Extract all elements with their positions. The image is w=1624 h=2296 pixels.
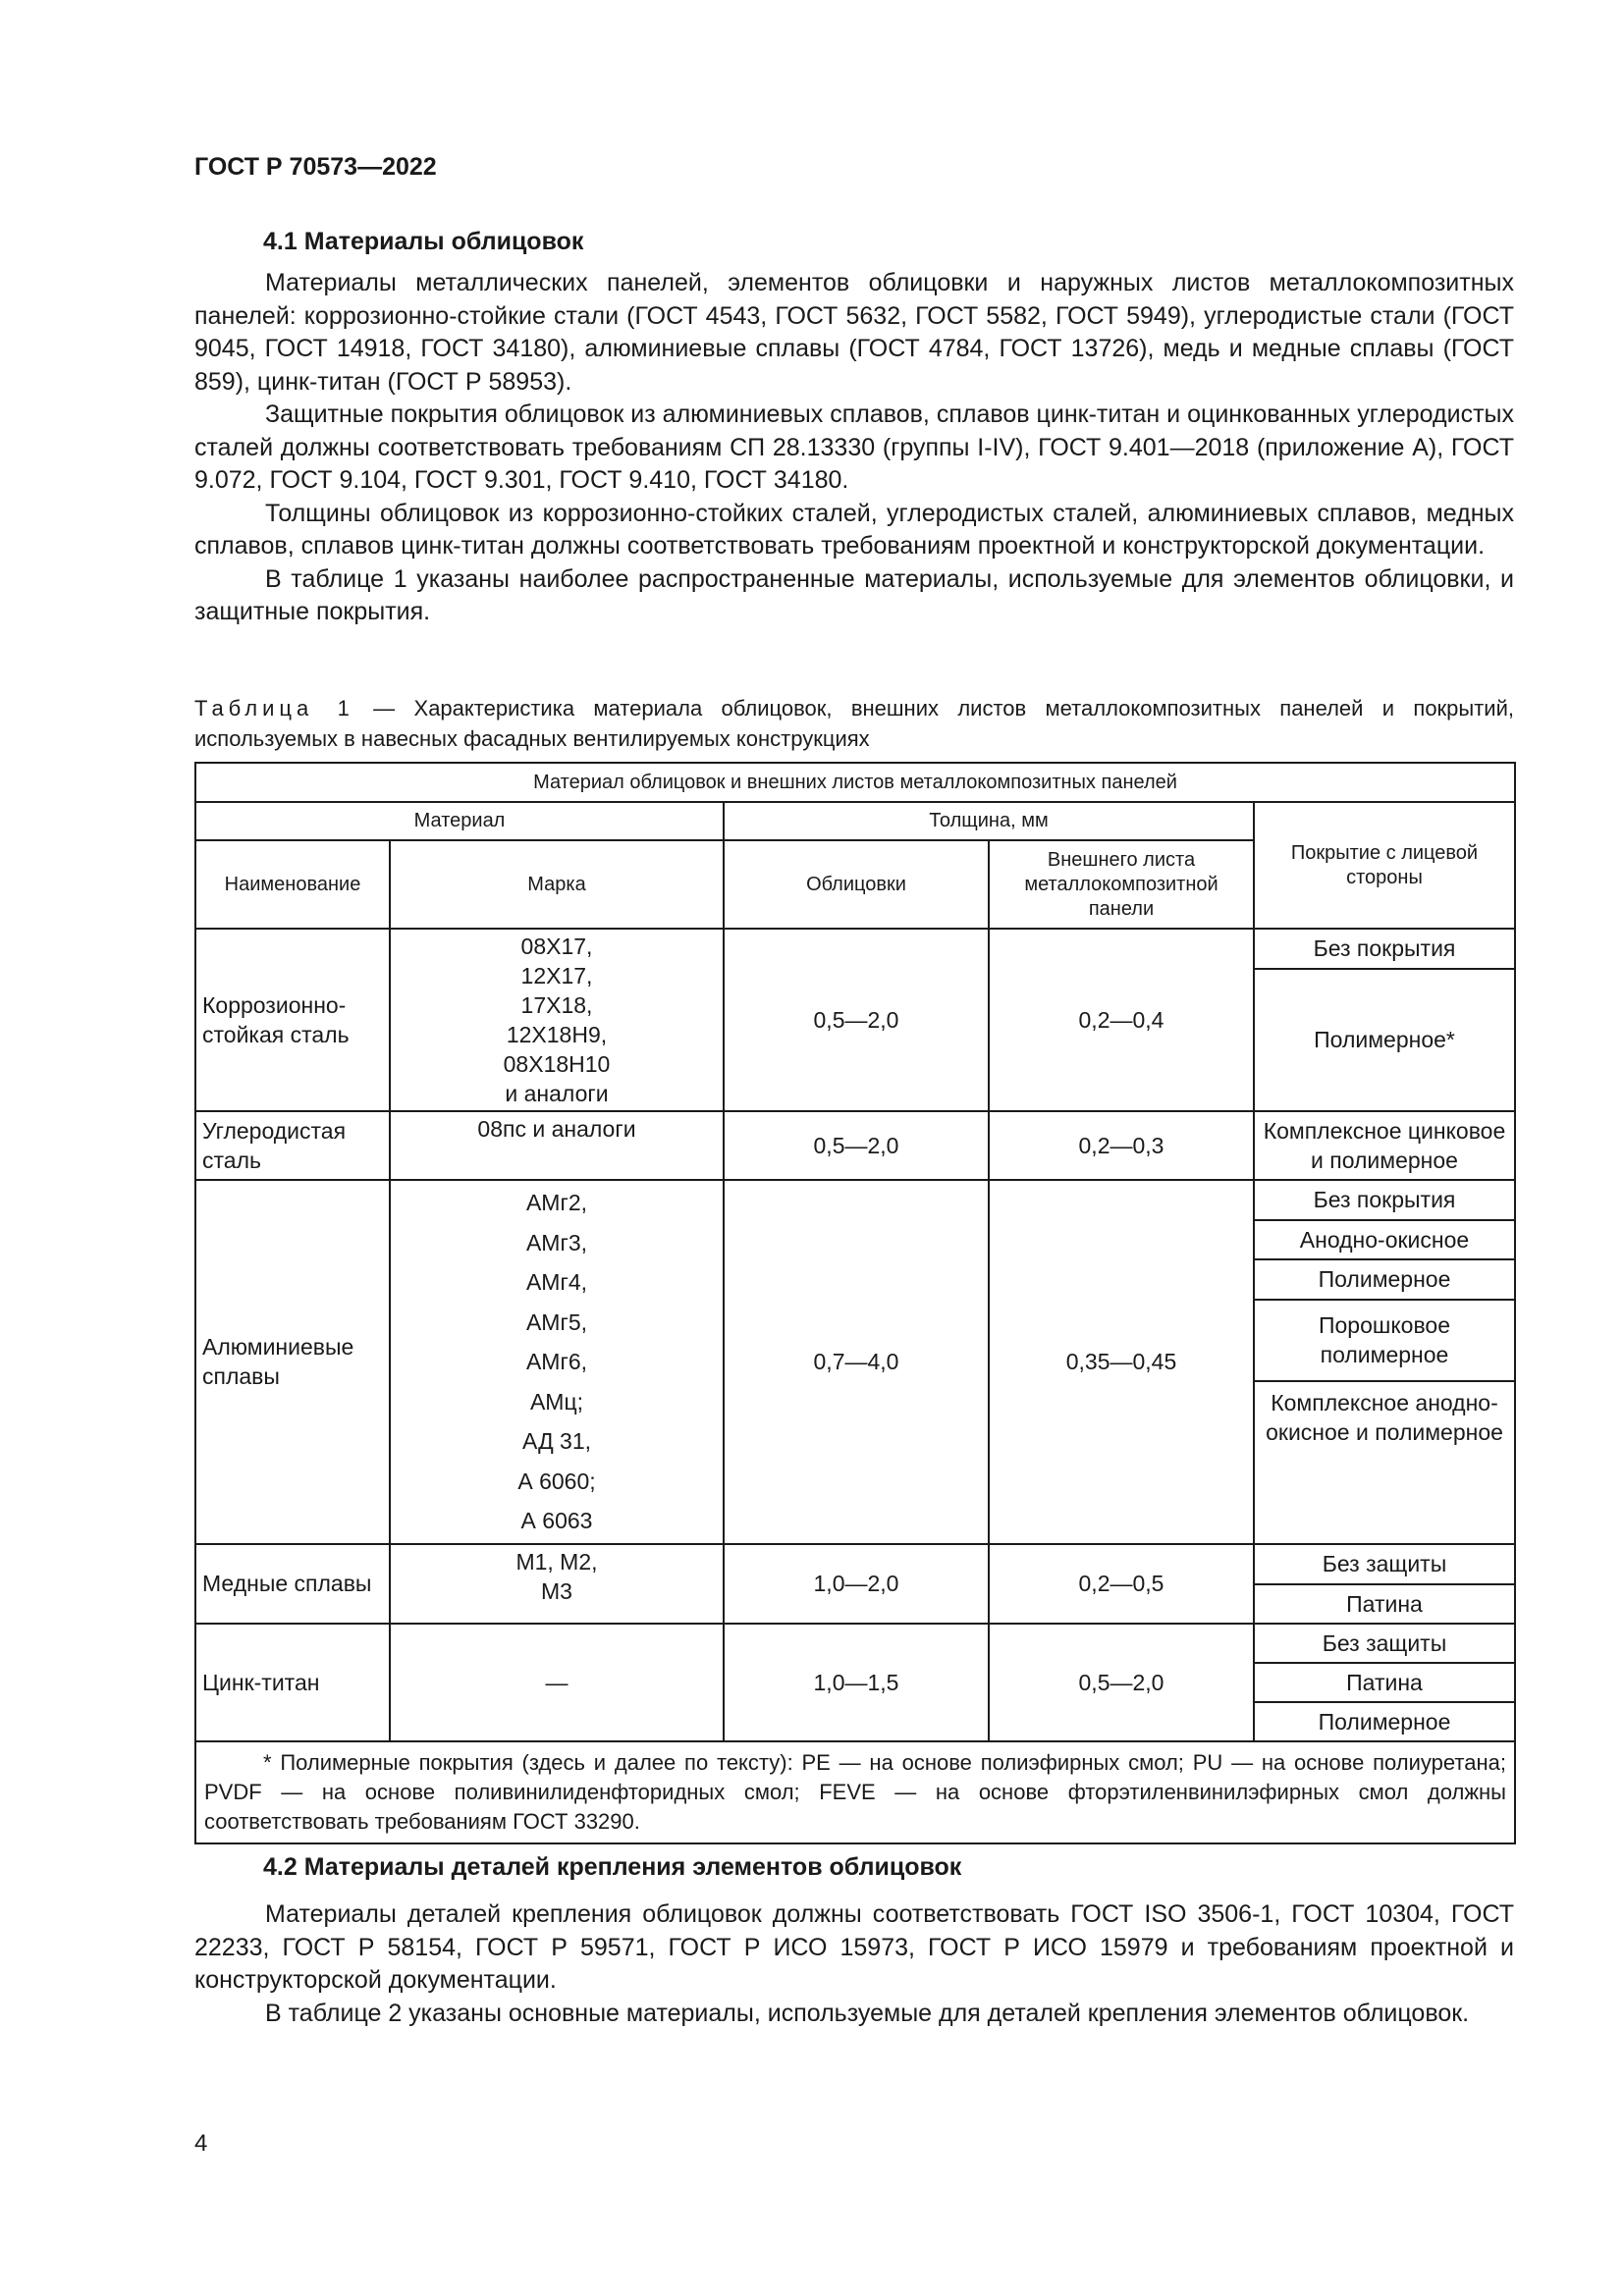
- coating-cell: Полимерное: [1254, 1259, 1515, 1300]
- coating-cell: Без защиты: [1254, 1624, 1515, 1663]
- grade: 08Х18Н10: [503, 1051, 611, 1077]
- grade: 17Х18,: [520, 992, 593, 1018]
- coating-cell: Комплексное анодно-окисное и полимерное: [1254, 1381, 1515, 1543]
- row-aluminium-outer: 0,35—0,45: [989, 1180, 1254, 1544]
- grade: М1, М2,: [515, 1548, 598, 1575]
- paragraph: В таблице 1 указаны наиболее распространенные материалы, используемые для элементов облицовки, и защитные покрытия.: [194, 564, 1514, 625]
- grade: 12Х18Н9,: [506, 1022, 608, 1047]
- table-1-note: * Полимерные покрытия (здесь и далее по тексту): PE — на основе полиэфирных смол; PU — на основе полиуретана; PVDF — на основе поливинилиденфторидных смол; FEVE — на основе фторэтиленвинилэфирных смол должны соответствовать требованиям ГОСТ 33290.: [195, 1741, 1515, 1843]
- section-4-2-title-wrap: [194, 1853, 1514, 1882]
- grade: 08Х17,: [520, 934, 593, 959]
- coating-cell: Комплексное цинковое и полимерное: [1254, 1111, 1515, 1180]
- grade: А 6060;: [517, 1468, 596, 1494]
- section-4-1-body: [194, 267, 1514, 629]
- table-1: [194, 762, 1516, 1844]
- grade: М3: [541, 1577, 572, 1604]
- coating-cell: Анодно-окисное: [1254, 1220, 1515, 1260]
- grade: АМг3,: [525, 1229, 588, 1255]
- grade: А 6063: [520, 1508, 593, 1533]
- row-stainless-outer: 0,2—0,4: [989, 929, 1254, 1111]
- table-header-cladding: Облицовки: [724, 840, 989, 929]
- coating-cell: Полимерное*: [1254, 969, 1515, 1111]
- section-4-2-title: 4.2 Материалы деталей крепления элементов облицовок: [263, 1853, 962, 1881]
- row-stainless-grades: [390, 929, 724, 1111]
- grade: и аналоги: [505, 1081, 609, 1106]
- coating-cell: Патина: [1254, 1584, 1515, 1624]
- coating-cell: Полимерное: [1254, 1702, 1515, 1741]
- table-header-grade: Марка: [390, 840, 724, 929]
- paragraph: Толщины облицовок из коррозионно-стойких сталей, углеродистых сталей, алюминиевых сплавов, медных сплавов, сплавов цинк-титан должны соответствовать требованиям проектной и конструкторской документации.: [194, 499, 1514, 560]
- row-zinc-outer: 0,5—2,0: [989, 1624, 1254, 1741]
- row-carbon-outer: 0,2—0,3: [989, 1111, 1254, 1180]
- paragraph: Материалы деталей крепления облицовок должны соответствовать ГОСТ ISO 3506-1, ГОСТ 10304, ГОСТ 22233, ГОСТ Р 58154, ГОСТ Р 59571, ГОСТ Р ИСО 15973, ГОСТ Р ИСО 15979 и требованиям проектной и конструкторской документации.: [194, 1900, 1514, 1994]
- section-4-1-title-wrap: [194, 228, 1514, 256]
- row-aluminium-name: Алюминиевые сплавы: [195, 1180, 390, 1544]
- coating-cell: Без покрытия: [1254, 1180, 1515, 1220]
- table-header-thickness: Толщина, мм: [724, 802, 1254, 840]
- row-stainless-cladding: 0,5—2,0: [724, 929, 989, 1111]
- grade: 12Х17,: [520, 963, 593, 988]
- row-carbon-cladding: 0,5—2,0: [724, 1111, 989, 1180]
- row-copper-outer: 0,2—0,5: [989, 1544, 1254, 1624]
- row-copper-grades: [390, 1544, 724, 1624]
- row-zinc-grades: —: [390, 1624, 724, 1741]
- table-header-material: Материал: [195, 802, 724, 840]
- row-carbon-grades: 08пс и аналоги: [390, 1111, 724, 1180]
- paragraph: В таблице 2 указаны основные материалы, используемые для деталей крепления элементов облицовок.: [265, 1999, 1470, 2027]
- page-number: 4: [194, 2130, 208, 2157]
- grade: АМг6,: [525, 1349, 588, 1374]
- table-1-caption: [194, 693, 1514, 754]
- paragraph: Материалы металлических панелей, элементов облицовки и наружных листов металлокомпозитных панелей: коррозионно-стойкие стали (ГОСТ 4543, ГОСТ 5632, ГОСТ 5582, ГОСТ 5949), углеродистые стали (ГОСТ 9045, ГОСТ 14918, ГОСТ 34180), алюминиевые сплавы (ГОСТ 4784, ГОСТ 13726), медь и медные сплавы (ГОСТ 859), цинк-титан (ГОСТ Р 58953).: [194, 269, 1514, 396]
- grade: АМг4,: [525, 1269, 588, 1295]
- row-copper-cladding: 1,0—2,0: [724, 1544, 989, 1624]
- grade: АМг2,: [525, 1190, 588, 1215]
- coating-cell: Патина: [1254, 1663, 1515, 1702]
- grade: АД 31,: [521, 1428, 592, 1454]
- grade: АМг5,: [525, 1308, 588, 1335]
- row-aluminium-cladding: 0,7—4,0: [724, 1180, 989, 1544]
- coating-cell: Порошковое полимерное: [1254, 1300, 1515, 1381]
- coating-cell: Без защиты: [1254, 1544, 1515, 1584]
- section-4-1-title: 4.1 Материалы облицовок: [263, 228, 584, 255]
- table-header-top: Материал облицовок и внешних листов металлокомпозитных панелей: [195, 763, 1515, 802]
- table-header-coating: Покрытие с лицевой стороны: [1254, 802, 1515, 929]
- row-carbon-name: Углеродистая сталь: [195, 1111, 390, 1180]
- table-header-name: Наименование: [195, 840, 390, 929]
- row-zinc-name: Цинк-титан: [195, 1624, 390, 1741]
- table-header-outer-sheet: Внешнего листа металлокомпозитной панели: [989, 840, 1254, 929]
- section-4-2-body: [194, 1898, 1514, 2030]
- grade: АМц;: [529, 1388, 584, 1415]
- paragraph: Защитные покрытия облицовок из алюминиевых сплавов, сплавов цинк-титан и оцинкованных углеродистых сталей должны соответствовать требованиям СП 28.13330 (группы I-IV), ГОСТ 9.401—2018 (приложение А), ГОСТ 9.072, ГОСТ 9.104, ГОСТ 9.301, ГОСТ 9.410, ГОСТ 34180.: [194, 400, 1514, 494]
- row-zinc-cladding: 1,0—1,5: [724, 1624, 989, 1741]
- standard-code: ГОСТ Р 70573—2022: [194, 153, 437, 181]
- row-stainless-name: Коррозионно-стойкая сталь: [195, 929, 390, 1111]
- table-1-caption-text: — Характеристика материала облицовок, внешних листов металлокомпозитных панелей и покрытий, используемых в навесных фасадных вентилируемых конструкциях: [194, 696, 1515, 751]
- coating-cell: Без покрытия: [1254, 929, 1515, 969]
- table-1-caption-lead: Таблица 1: [194, 696, 354, 721]
- row-copper-name: Медные сплавы: [195, 1544, 390, 1624]
- row-aluminium-grades: [390, 1180, 724, 1544]
